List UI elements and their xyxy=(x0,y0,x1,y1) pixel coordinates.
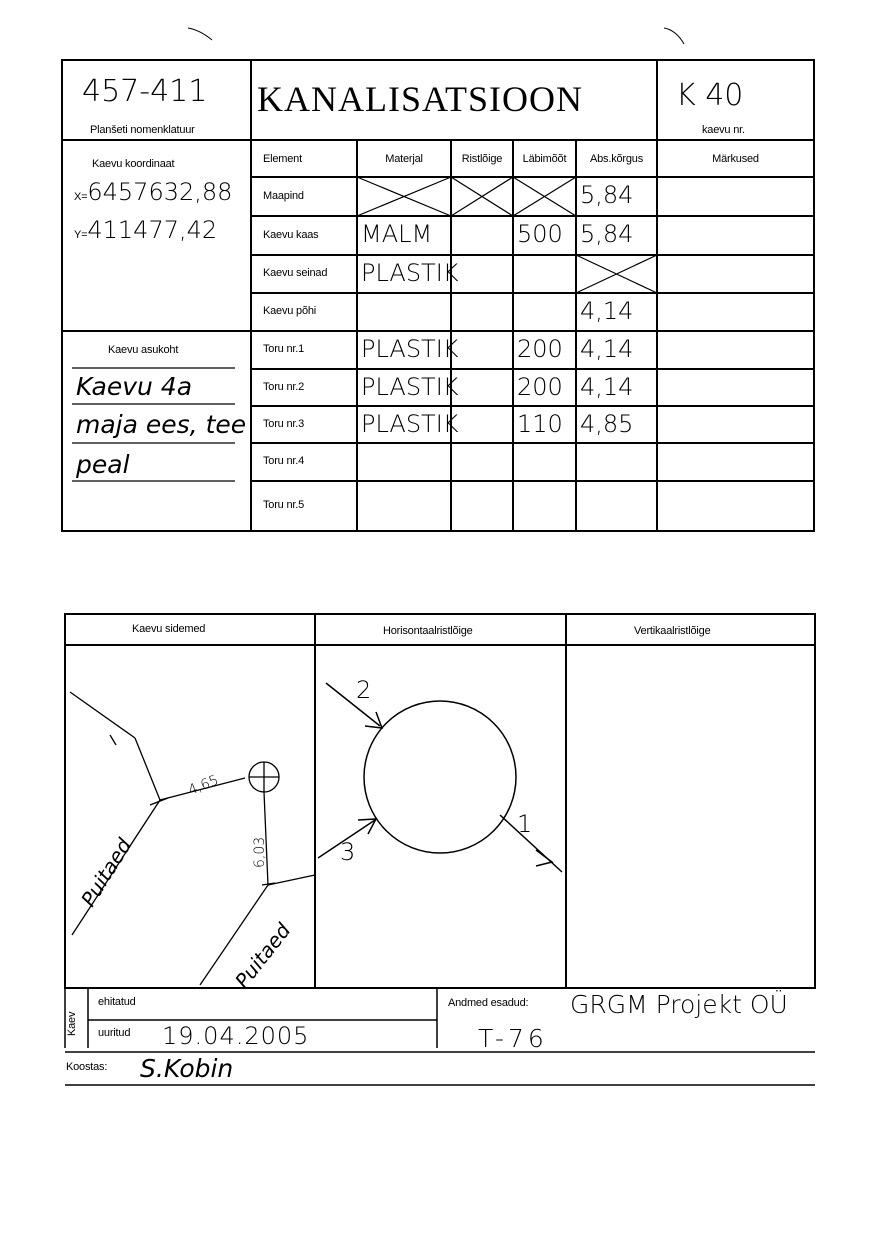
coords-label: Kaevu koordinaat xyxy=(92,158,175,170)
table-cell-element: Toru nr.2 xyxy=(263,380,305,393)
pipe-label-1: 1 xyxy=(517,810,533,838)
table-cell-element: Kaevu kaas xyxy=(263,228,319,241)
sheet-label: Planšeti nomenklatuur xyxy=(90,124,195,136)
table-cell-element: Kaevu seinad xyxy=(263,267,328,279)
table-cell-diameter: 500 xyxy=(517,220,563,248)
well-number: K 40 xyxy=(676,78,744,113)
form-title: KANALISATSIOON xyxy=(257,79,583,119)
table-cell-abs-height: 4,14 xyxy=(580,373,634,401)
table-cell-diameter: 200 xyxy=(517,335,563,363)
table-header-diameter: Läbimõõt xyxy=(522,153,567,165)
table-header-abs-height: Abs.kõrgus xyxy=(589,153,644,165)
table-cell-element: Toru nr.5 xyxy=(263,499,305,511)
table-cell-material: PLASTIK xyxy=(361,335,459,363)
surveyed-value: 19.04.2005 xyxy=(162,1022,310,1050)
table-cell-material: PLASTIK xyxy=(361,410,459,438)
built-label: ehitatud xyxy=(98,996,136,1008)
table-cell-abs-height: 4,14 xyxy=(580,297,634,325)
coord-x-value: 6457632,88 xyxy=(87,178,233,206)
location-line-3: peal xyxy=(76,450,130,479)
table-cell-diameter: 110 xyxy=(517,410,563,438)
table-cell-abs-height: 4,85 xyxy=(580,410,634,438)
dim-label-1: 4,65 xyxy=(186,772,221,799)
table-cell-abs-height: 4,14 xyxy=(580,335,634,363)
table-cell-abs-height: 5,84 xyxy=(580,220,634,248)
coord-x-prefix: X= xyxy=(74,191,88,203)
coord-y xyxy=(74,216,217,244)
sketch-header-vertical: Vertikaalristlõige xyxy=(634,625,711,637)
table-cell-abs-height: 5,84 xyxy=(580,181,634,209)
pipe-label-2: 2 xyxy=(356,676,372,704)
table-cell-element: Toru nr.3 xyxy=(263,417,305,430)
sketch-header-horizontal: Horisontaalristlõige xyxy=(383,625,473,637)
table-cell-material: PLASTIK xyxy=(361,259,459,287)
table-cell-material: PLASTIK xyxy=(361,373,459,401)
table-header-cross-section: Ristlõige xyxy=(461,153,503,165)
table-header-notes: Märkused xyxy=(712,153,759,165)
table-cell-diameter: 200 xyxy=(517,373,563,401)
table-header-element: Element xyxy=(263,153,302,165)
coord-y-prefix: Y= xyxy=(74,229,88,241)
location-label: Kaevu asukoht xyxy=(108,344,179,356)
table-cell-element: Maapind xyxy=(263,189,304,202)
data-code: T-76 xyxy=(478,1024,548,1053)
well-label: kaevu nr. xyxy=(702,124,745,136)
data-label: Andmed esadud: xyxy=(448,997,529,1009)
dim-label-2: 6,03 xyxy=(252,836,268,868)
table-cell-element: Toru nr.1 xyxy=(263,343,305,355)
location-line-2: maja ees, tee xyxy=(76,410,247,439)
table-cell-element: Toru nr.4 xyxy=(263,455,305,467)
surveyed-label: uuritud xyxy=(98,1027,131,1039)
location-line-1: Kaevu 4a xyxy=(76,372,193,401)
footer-side-label: Kaev xyxy=(66,1011,78,1036)
sheet-number: 457-411 xyxy=(82,74,208,109)
sketch-header-links: Kaevu sidemed xyxy=(132,623,206,635)
fence-label-2: Puitaed xyxy=(230,918,296,993)
compiled-value: S.Kobin xyxy=(140,1054,234,1083)
data-value: GRGM Projekt OÜ xyxy=(570,990,788,1019)
table-cell-element: Kaevu põhi xyxy=(263,305,317,317)
fence-label-1: Puitaed xyxy=(76,834,137,911)
coord-y-value: 411477,42 xyxy=(87,216,218,244)
table-cell-material: MALM xyxy=(361,220,433,248)
compiled-label: Koostas: xyxy=(66,1061,108,1073)
table-header-material: Materjal xyxy=(385,153,423,165)
pipe-label-3: 3 xyxy=(340,838,356,866)
coord-x xyxy=(74,178,232,206)
